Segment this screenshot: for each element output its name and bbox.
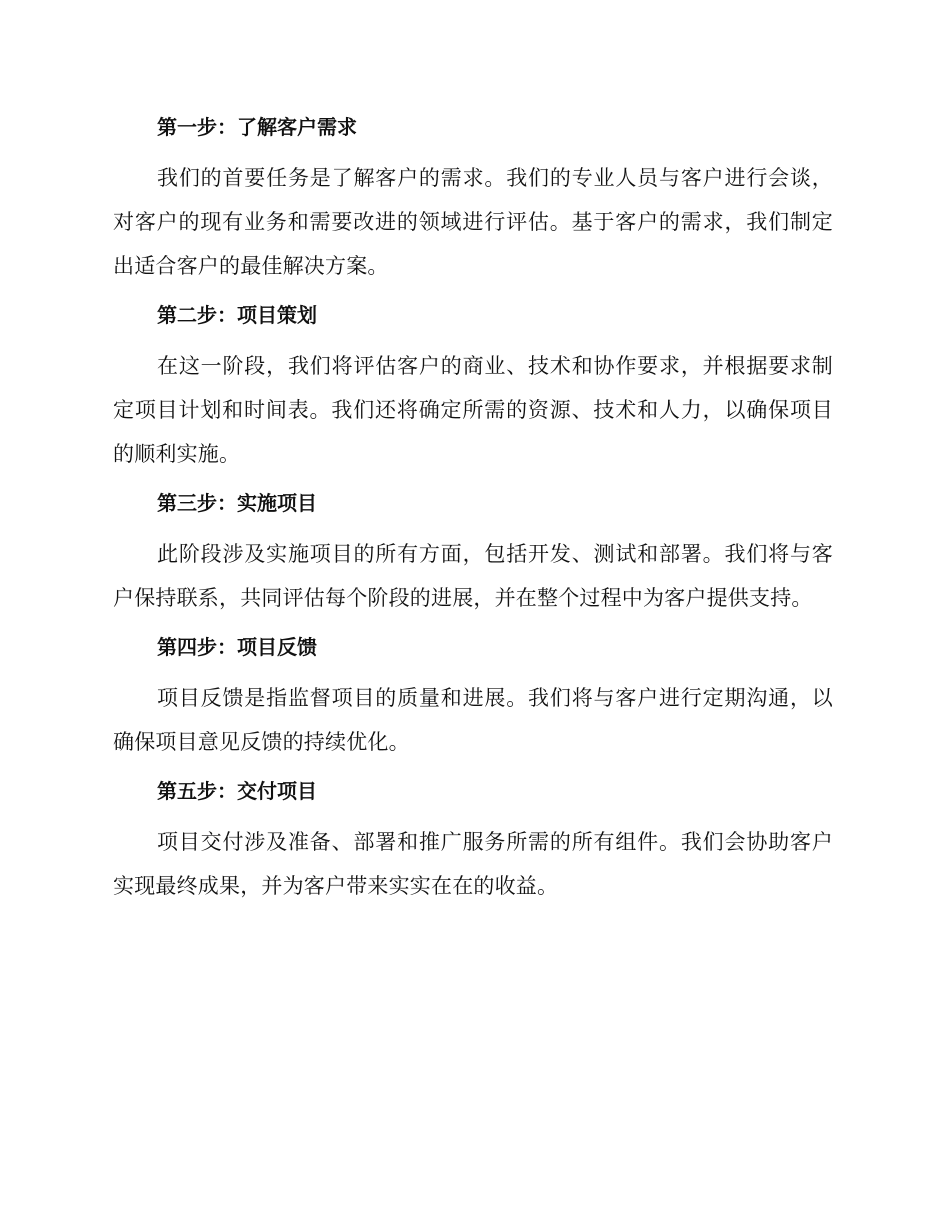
section-heading: 第四步：项目反馈 bbox=[157, 635, 317, 659]
section-step-3 bbox=[113, 484, 833, 620]
section-step-5 bbox=[113, 772, 833, 908]
section-paragraph: 项目反馈是指监督项目的质量和进展。我们将与客户进行定期沟通，以确保项目意见反馈的持续优化。 bbox=[113, 686, 833, 754]
section-paragraph: 我们的首要任务是了解客户的需求。我们的专业人员与客户进行会谈，对客户的现有业务和需要改进的领域进行评估。基于客户的需求，我们制定出适合客户的最佳解决方案。 bbox=[113, 166, 833, 278]
section-step-2 bbox=[113, 296, 833, 476]
section-heading: 第五步：交付项目 bbox=[157, 779, 317, 803]
section-heading: 第二步：项目策划 bbox=[157, 303, 317, 327]
section-paragraph: 此阶段涉及实施项目的所有方面，包括开发、测试和部署。我们将与客户保持联系，共同评估每个阶段的进展，并在整个过程中为客户提供支持。 bbox=[113, 542, 833, 610]
section-heading: 第一步：了解客户需求 bbox=[157, 115, 357, 139]
section-step-1 bbox=[113, 108, 833, 288]
section-paragraph: 项目交付涉及准备、部署和推广服务所需的所有组件。我们会协助客户实现最终成果，并为客户带来实实在在的收益。 bbox=[113, 830, 833, 898]
section-paragraph: 在这一阶段，我们将评估客户的商业、技术和协作要求，并根据要求制定项目计划和时间表。我们还将确定所需的资源、技术和人力，以确保项目的顺利实施。 bbox=[113, 354, 833, 466]
document-page bbox=[113, 108, 833, 916]
section-heading: 第三步：实施项目 bbox=[157, 491, 317, 515]
section-step-4 bbox=[113, 628, 833, 764]
